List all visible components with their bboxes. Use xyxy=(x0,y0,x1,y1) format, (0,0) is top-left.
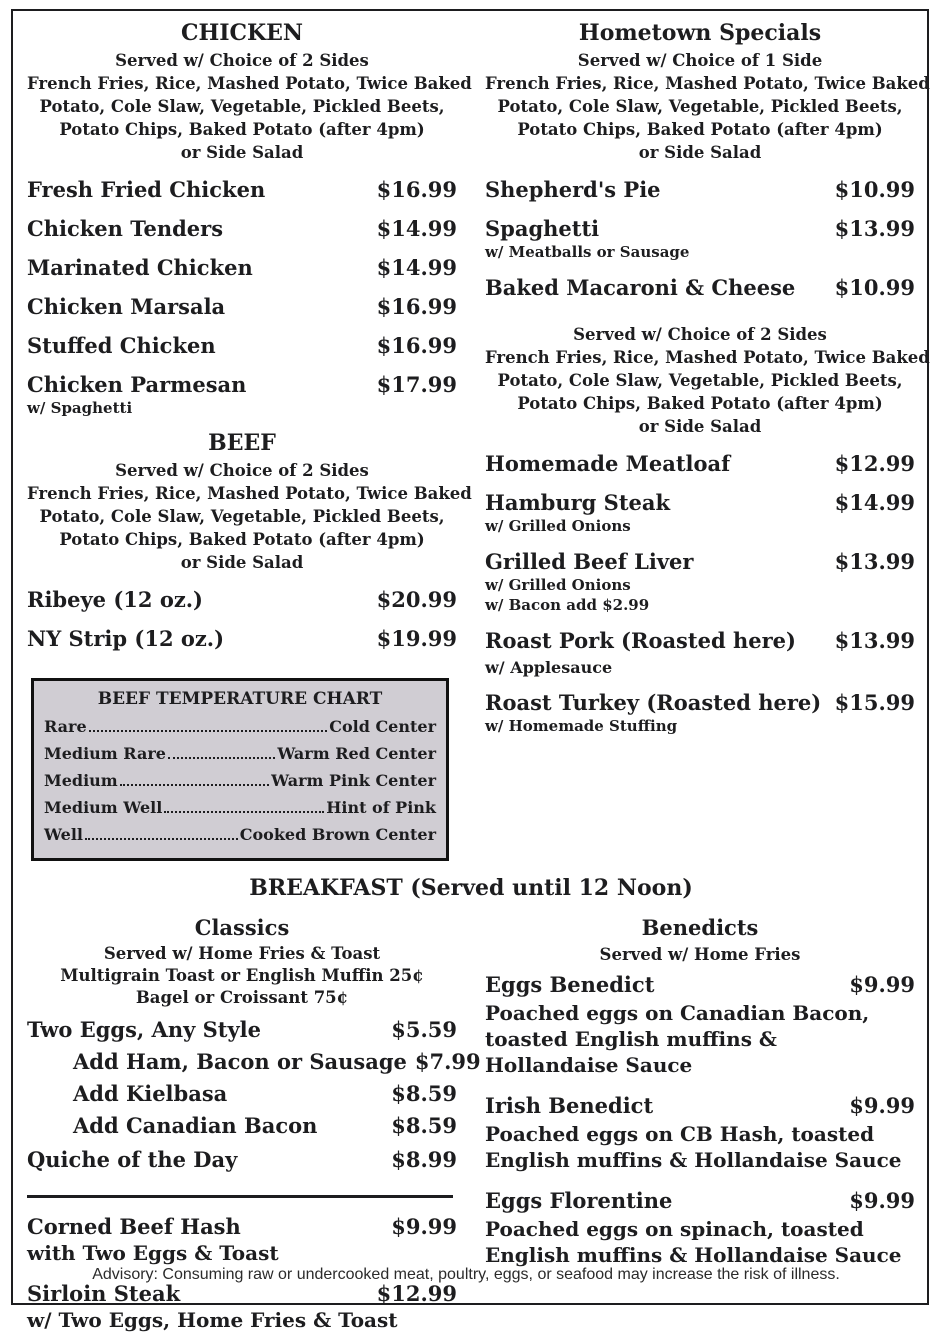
section-title-hometown: Hometown Specials xyxy=(578,20,822,46)
item-name: Two Eggs, Any Style xyxy=(27,1017,262,1042)
item-row xyxy=(485,1093,915,1119)
item-row xyxy=(485,490,915,516)
item-price: $12.99 xyxy=(834,451,915,476)
item-note: w/ Grilled Onions xyxy=(485,576,631,594)
beef-intro xyxy=(27,459,472,574)
item-name: Eggs Florentine xyxy=(485,1188,673,1213)
item-name: Marinated Chicken xyxy=(27,255,253,280)
dot-leader xyxy=(89,730,328,732)
item-row xyxy=(485,1188,915,1214)
item-name: Homemade Meatloaf xyxy=(485,451,731,476)
item-name: Add Ham, Bacon or Sausage xyxy=(73,1049,407,1074)
item-name: Roast Pork (Roasted here) xyxy=(485,628,796,653)
item-price: $16.99 xyxy=(376,294,457,319)
doneness-result: Cold Center xyxy=(329,717,436,736)
item-price: $8.59 xyxy=(391,1081,457,1106)
item-row xyxy=(485,628,915,654)
item-name: Quiche of the Day xyxy=(27,1147,238,1172)
item-name: Baked Macaroni & Cheese xyxy=(485,275,796,300)
menu-item xyxy=(27,587,457,613)
item-row xyxy=(485,690,915,716)
item-name: Fresh Fried Chicken xyxy=(27,177,266,202)
intro-line: or Side Salad xyxy=(180,143,304,162)
section-beef xyxy=(27,430,472,652)
intro-line: Served w/ Choice of 2 Sides xyxy=(115,51,369,70)
menu-item xyxy=(27,626,457,652)
chart-row xyxy=(44,740,436,767)
item-name: Corned Beef Hash xyxy=(27,1214,241,1239)
intro-line: French Fries, Rice, Mashed Potato, Twice Baked xyxy=(27,74,472,93)
intro-line: or Side Salad xyxy=(638,143,762,162)
item-note: w/ Applesauce xyxy=(485,658,613,677)
intro-line: French Fries, Rice, Mashed Potato, Twice Baked xyxy=(27,484,472,503)
menu-item xyxy=(27,1017,457,1043)
item-subtitle: with Two Eggs & Toast xyxy=(27,1241,279,1265)
menu-item xyxy=(485,275,915,301)
intro-line: Potato Chips, Baked Potato (after 4pm) xyxy=(517,120,883,139)
section-chicken xyxy=(27,20,472,418)
classics-intro xyxy=(27,943,457,1009)
dot-leader xyxy=(85,838,238,840)
chart-row xyxy=(44,713,436,740)
item-name: Add Kielbasa xyxy=(73,1081,228,1106)
left-column xyxy=(27,18,472,861)
menu-item xyxy=(27,177,457,203)
chart-row xyxy=(44,794,436,821)
advisory-text: Advisory: Consuming raw or undercooked meat, poultry, eggs, or seafood may increase the risk of illness. xyxy=(92,1266,840,1283)
item-name: Sirloin Steak xyxy=(27,1281,181,1306)
item-name: Hamburg Steak xyxy=(485,490,671,515)
beef-temperature-chart xyxy=(31,678,449,861)
menu-item xyxy=(27,1147,457,1173)
menu-item xyxy=(27,1214,457,1267)
menu-item xyxy=(27,333,457,359)
item-note: w/ Meatballs or Sausage xyxy=(485,243,690,261)
intro-line: Potato, Cole Slaw, Vegetable, Pickled Beets, xyxy=(497,97,903,116)
intro-line: Served w/ Choice of 2 Sides xyxy=(573,325,827,344)
dot-leader xyxy=(164,811,324,813)
item-price: $13.99 xyxy=(834,628,915,653)
hometown-intro-2 xyxy=(485,323,930,438)
item-name: Chicken Tenders xyxy=(27,216,224,241)
intro-line: Potato, Cole Slaw, Vegetable, Pickled Beets, xyxy=(39,97,445,116)
menu-item xyxy=(27,1281,457,1334)
item-price: $17.99 xyxy=(376,372,457,397)
intro-line: Served w/ Choice of 1 Side xyxy=(577,51,823,70)
item-price: $14.99 xyxy=(376,255,457,280)
item-price: $9.99 xyxy=(849,1188,915,1213)
menu-item xyxy=(27,1049,481,1075)
menu-item xyxy=(27,372,457,418)
item-note: w/ Spaghetti xyxy=(27,399,133,417)
chicken-intro xyxy=(27,49,472,164)
top-section xyxy=(27,18,930,861)
item-price: $13.99 xyxy=(834,549,915,574)
item-price: $9.99 xyxy=(849,972,915,997)
dot-leader xyxy=(168,757,275,759)
item-row xyxy=(27,1281,457,1307)
menu-item xyxy=(485,216,915,262)
item-name: Chicken Parmesan xyxy=(27,372,247,397)
doneness-label: Medium Well xyxy=(44,798,163,817)
menu-item xyxy=(27,1081,457,1107)
item-name: Grilled Beef Liver xyxy=(485,549,694,574)
item-price: $10.99 xyxy=(834,177,915,202)
item-price: $14.99 xyxy=(376,216,457,241)
doneness-label: Medium Rare xyxy=(44,744,166,763)
dot-leader xyxy=(120,784,269,786)
intro-line: French Fries, Rice, Mashed Potato, Twice Baked xyxy=(485,74,930,93)
item-row xyxy=(27,372,457,398)
menu-page xyxy=(27,18,930,1334)
item-price: $8.59 xyxy=(391,1113,457,1138)
item-name: NY Strip (12 oz.) xyxy=(27,626,225,651)
item-name: Stuffed Chicken xyxy=(27,333,216,358)
menu-item xyxy=(485,628,915,677)
item-subtitle: w/ Two Eggs, Home Fries & Toast xyxy=(27,1308,398,1332)
intro-line: or Side Salad xyxy=(180,553,304,572)
item-name: Roast Turkey (Roasted here) xyxy=(485,690,822,715)
item-note: w/ Grilled Onions xyxy=(485,517,631,535)
doneness-label: Medium xyxy=(44,771,118,790)
breakfast-header: BREAKFAST (Served until 12 Noon) xyxy=(249,875,693,901)
right-column xyxy=(485,18,930,861)
menu-item xyxy=(485,177,915,203)
intro-line: Bagel or Croissant 75¢ xyxy=(135,988,349,1007)
item-price: $12.99 xyxy=(376,1281,457,1306)
menu-item xyxy=(485,972,915,1078)
item-price: $16.99 xyxy=(376,333,457,358)
menu-item xyxy=(27,1113,457,1139)
item-name: Irish Benedict xyxy=(485,1093,654,1118)
item-price: $7.99 xyxy=(414,1049,481,1074)
item-price: $9.99 xyxy=(391,1214,457,1239)
item-price: $14.99 xyxy=(834,490,915,515)
menu-item xyxy=(485,549,915,615)
intro-line: Potato Chips, Baked Potato (after 4pm) xyxy=(59,120,425,139)
menu-item xyxy=(27,216,457,242)
intro-line: French Fries, Rice, Mashed Potato, Twice Baked xyxy=(485,348,930,367)
item-name: Chicken Marsala xyxy=(27,294,226,319)
chart-row xyxy=(44,821,436,848)
divider xyxy=(27,1195,453,1198)
item-price: $19.99 xyxy=(376,626,457,651)
menu-item xyxy=(485,1188,915,1268)
item-price: $9.99 xyxy=(849,1093,915,1118)
item-note: w/ Bacon add $2.99 xyxy=(485,596,650,614)
chart-row xyxy=(44,767,436,794)
intro-line: Potato Chips, Baked Potato (after 4pm) xyxy=(59,530,425,549)
menu-item xyxy=(485,1093,915,1173)
item-description: Poached eggs on spinach, toasted English muffins & Hollandaise Sauce xyxy=(485,1217,902,1267)
item-price: $5.59 xyxy=(391,1017,457,1042)
section-title-chicken: CHICKEN xyxy=(180,20,304,46)
item-price: $15.99 xyxy=(834,690,915,715)
doneness-result: Hint of Pink xyxy=(326,798,436,817)
section-title-beef: BEEF xyxy=(208,430,276,456)
doneness-result: Warm Red Center xyxy=(277,744,436,763)
doneness-label: Rare xyxy=(44,717,87,736)
menu-item xyxy=(27,294,457,320)
section-hometown-specials xyxy=(485,20,930,736)
item-price: $8.99 xyxy=(391,1147,457,1172)
item-price: $13.99 xyxy=(834,216,915,241)
intro-line: Potato, Cole Slaw, Vegetable, Pickled Beets, xyxy=(39,507,445,526)
item-row xyxy=(485,972,915,998)
intro-line: Potato Chips, Baked Potato (after 4pm) xyxy=(517,394,883,413)
intro-line: Served w/ Choice of 2 Sides xyxy=(115,461,369,480)
item-row xyxy=(485,216,915,242)
item-name: Add Canadian Bacon xyxy=(73,1113,318,1138)
classics-title: Classics xyxy=(194,915,290,940)
item-name: Shepherd's Pie xyxy=(485,177,661,202)
item-name: Spaghetti xyxy=(485,216,600,241)
intro-line: Multigrain Toast or English Muffin 25¢ xyxy=(60,966,424,985)
item-price: $20.99 xyxy=(376,587,457,612)
menu-item xyxy=(485,490,915,536)
benedicts-title: Benedicts xyxy=(641,915,759,940)
item-price: $10.99 xyxy=(834,275,915,300)
item-description: Poached eggs on Canadian Bacon, toasted English muffins & Hollandaise Sauce xyxy=(485,1001,870,1077)
item-row xyxy=(27,1214,457,1240)
item-row xyxy=(485,549,915,575)
doneness-result: Cooked Brown Center xyxy=(239,825,436,844)
doneness-label: Well xyxy=(44,825,83,844)
benedicts-intro xyxy=(485,943,915,966)
item-note: w/ Homemade Stuffing xyxy=(485,717,678,735)
intro-line: or Side Salad xyxy=(638,417,762,436)
item-name: Ribeye (12 oz.) xyxy=(27,587,203,612)
doneness-result: Warm Pink Center xyxy=(271,771,436,790)
hometown-intro-1 xyxy=(485,49,930,164)
item-price: $16.99 xyxy=(376,177,457,202)
chart-title: BEEF TEMPERATURE CHART xyxy=(97,689,383,709)
intro-line: Served w/ Home Fries xyxy=(599,945,801,964)
menu-item xyxy=(485,690,915,736)
item-name: Eggs Benedict xyxy=(485,972,655,997)
intro-line: Served w/ Home Fries & Toast xyxy=(103,944,381,963)
intro-line: Potato, Cole Slaw, Vegetable, Pickled Beets, xyxy=(497,371,903,390)
menu-item xyxy=(485,451,915,477)
menu-item xyxy=(27,255,457,281)
item-description: Poached eggs on CB Hash, toasted English muffins & Hollandaise Sauce xyxy=(485,1122,902,1172)
